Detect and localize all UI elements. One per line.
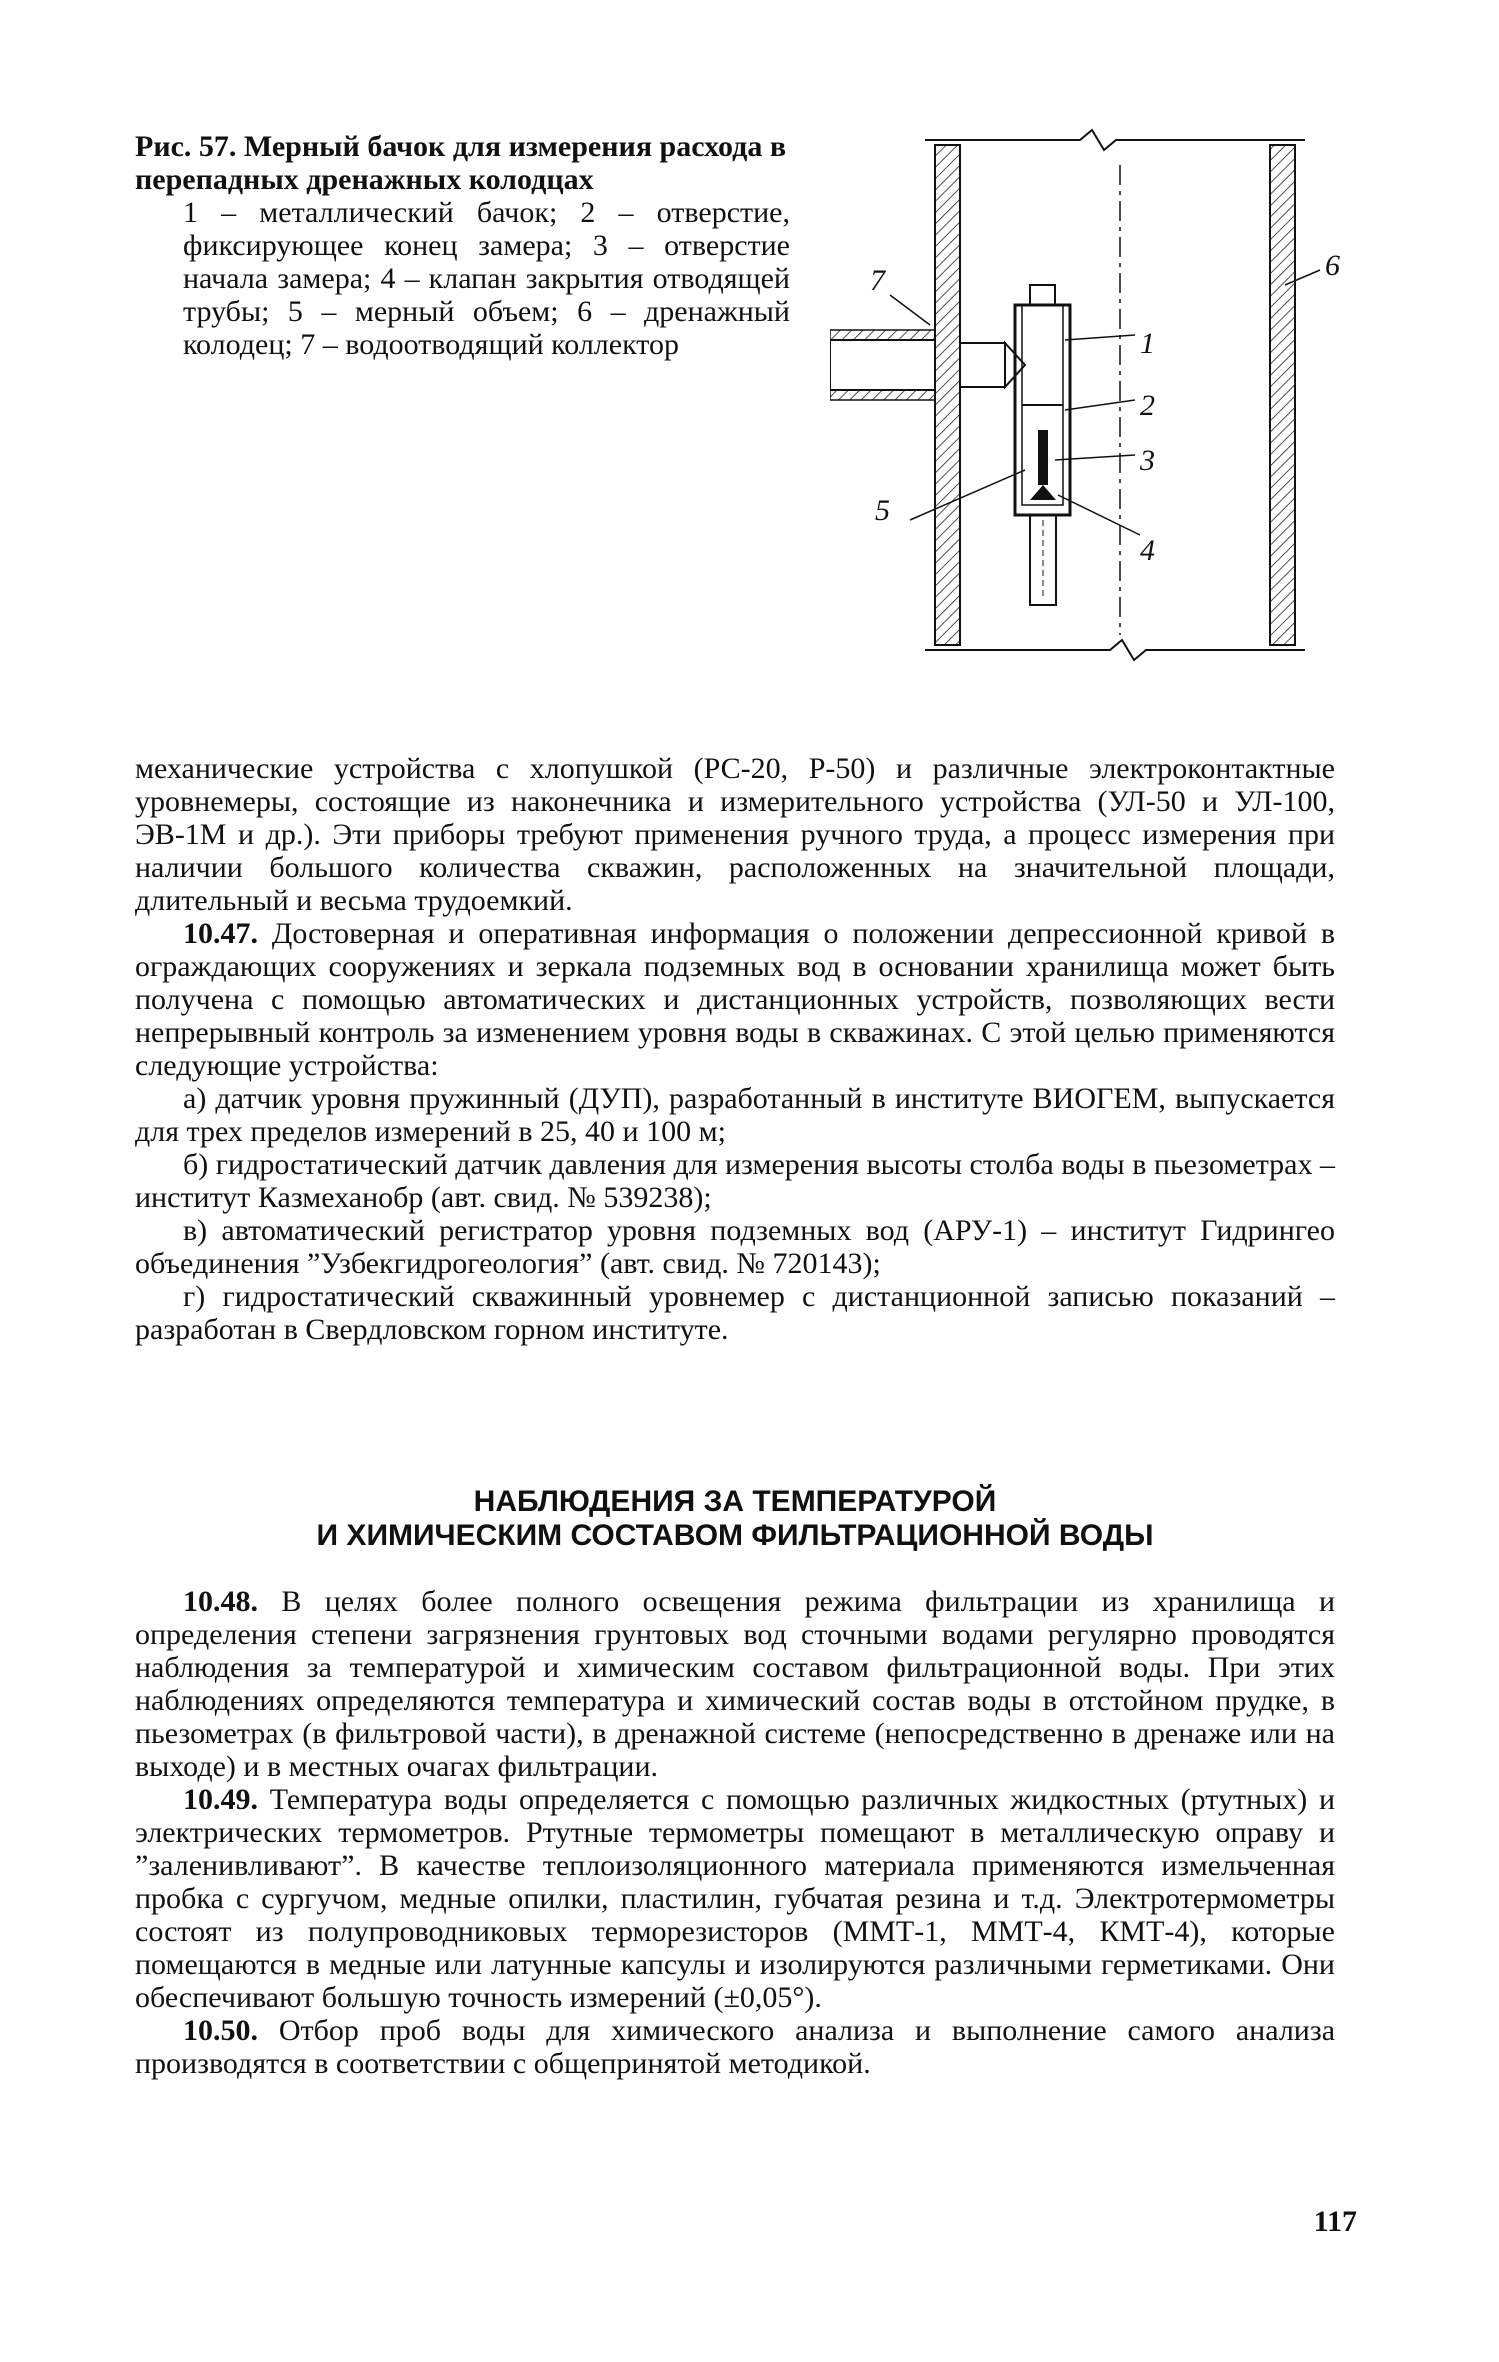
paragraph-text: Отбор проб воды для химического анализа и выполнение самого анализа производятся в соответствии с общепринятой методикой. (135, 2014, 1336, 2080)
body-text-upper (135, 752, 1335, 1346)
heading-line-2: И ХИМИЧЕСКИМ СОСТАВОМ ФИЛЬТРАЦИОННОЙ ВОДЫ (316, 1519, 1154, 1552)
section-heading (135, 1485, 1335, 1553)
figure-label-6: 6 (1325, 249, 1340, 282)
paragraph-10-48 (135, 1585, 1335, 1783)
figure-label-3: 3 (1140, 444, 1155, 477)
paragraph-number: 10.48. (183, 1585, 258, 1618)
collector-pipe (830, 330, 1025, 400)
paragraph-text: В целях более полного освещения режима фильтрации из хранилища и определения степени загрязнения грунтовых вод сточными водами регулярно проводятся наблюдения за температурой и химическим составом фильтрационной воды. При этих наблюдениях определяются температура и химический состав воды в отстойном прудке, в пьезометрах (в фильтровой части), в дренажной системе (непосредственно в дренаже или на выходе) и в местных очагах фильтрации. (135, 1585, 1336, 1783)
figure-label-5: 5 (875, 494, 890, 527)
paragraph-10-47 (135, 917, 1335, 1082)
body-text-lower (135, 1585, 1335, 2080)
drainage-well-walls (925, 130, 1305, 660)
paragraph-text: Достоверная и оперативная информация о положении депрессионной кривой в ограждающих сооружениях и зеркала подземных вод в основании хранилища может быть получена с помощью автоматических и дистанционных устройств, позволяющих вести непрерывный контроль за изменением уровня воды в скважинах. С этой целью применяются следующие устройства: (135, 917, 1336, 1082)
list-item-g: г) гидростатический скважинный уровнемер с дистанционной записью показаний – разработан в Свердловском горном институте. (135, 1280, 1335, 1346)
list-item-b: б) гидростатический датчик давления для измерения высоты столба воды в пьезометрах – институт Казмеханобр (авт. свид. № 539238); (135, 1148, 1335, 1214)
list-item-a: а) датчик уровня пружинный (ДУП), разработанный в институте ВИОГЕМ, выпускается для трех пределов измерений в 25, 40 и 100 м; (135, 1082, 1335, 1148)
figure-label-2: 2 (1140, 389, 1155, 422)
figure-drawing (830, 125, 1370, 680)
paragraph-text: Температура воды определяется с помощью различных жидкостных (ртутных) и электрических термометров. Ртутные термометры помещают в металлическую оправу и ”заленивливают”. В качестве теплоизоляционного материала применяются измельченная пробка с сургучом, медные опилки, пластилин, губчатая резина и т.д. Электротермометры состоят из полупроводниковых терморезисторов (ММТ-1, ММТ-4, КМТ-4), которые помещаются в медные или латунные капсулы и изолируются различными герметиками. Они обеспечивают большую точность измерений (±0,05°). (135, 1783, 1336, 2014)
paragraph-10-50 (135, 2014, 1335, 2080)
figure-label-1: 1 (1140, 327, 1155, 360)
list-item-v: в) автоматический регистратор уровня подземных вод (АРУ-1) – институт Гидрингео объединения ”Узбекгидрогеология” (авт. свид. № 720143); (135, 1214, 1335, 1280)
paragraph-continued: механические устройства с хлопушкой (РС-20, Р-50) и различные электроконтактные уровнемеры, состоящие из наконечника и измерительного устройства (УЛ-50 и УЛ-100, ЭВ-1М и др.). Эти приборы требуют применения ручного труда, а процесс измерения при наличии большого количества скважин, расположенных на значительной площади, длительный и весьма трудоемкий. (135, 752, 1335, 917)
paragraph-number: 10.50. (183, 2014, 258, 2047)
figure-legend: 1 – металлический бачок; 2 – отверстие, фиксирующее конец замера; 3 – отверстие начала замера; 4 – клапан закрытия отводящей трубы; 5 – мерный объем; 6 – дренажный колодец; 7 – водоотводящий коллектор (183, 196, 790, 361)
figure-label-7: 7 (870, 264, 885, 297)
figure-label-4: 4 (1140, 534, 1155, 567)
heading-line-1: НАБЛЮДЕНИЯ ЗА ТЕМПЕРАТУРОЙ (473, 1485, 997, 1518)
figure-title: Рис. 57. Мерный бачок для измерения расхода в перепадных дренажных колодцах (135, 130, 787, 196)
paragraph-number: 10.47. (183, 917, 258, 950)
page-number: 117 (1313, 2205, 1357, 2238)
measuring-tank (1015, 285, 1070, 605)
paragraph-number: 10.49. (183, 1783, 258, 1816)
figure-caption (135, 130, 790, 361)
paragraph-10-49 (135, 1783, 1335, 2014)
